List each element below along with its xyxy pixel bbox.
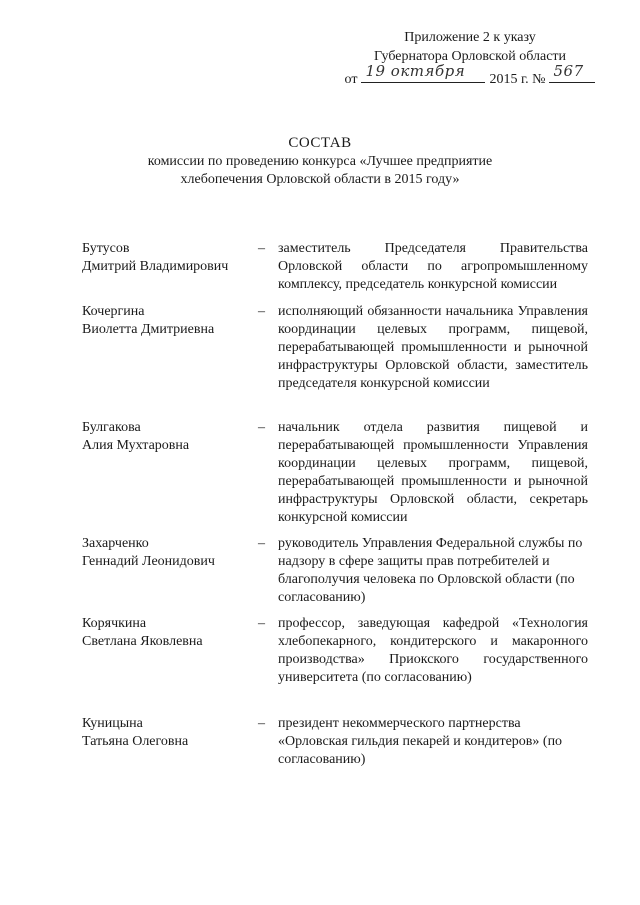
member-surname: Кочергина	[82, 304, 145, 319]
member-name	[82, 615, 252, 651]
year-label: 2015 г. №	[489, 72, 546, 87]
member-role: заместитель Председателя Правительства Орловской области по агропромышленному комплексу, председатель конкурсной комиссии	[278, 241, 588, 292]
member-name	[82, 715, 252, 751]
member-given-names: Виолетта Дмитриевна	[82, 322, 215, 337]
member-role: начальник отдела развития пищевой и перерабатывающей промышленности Управления координации целевых программ, пищевой, перерабатывающей промышленности и рыночной инфраструктуры Орловской области, секретарь конкурсной комиссии	[278, 420, 588, 525]
member-given-names: Дмитрий Владимирович	[82, 259, 229, 274]
appendix-header	[330, 28, 610, 89]
decree-number-field	[549, 62, 595, 83]
member-surname: Булгакова	[82, 420, 141, 435]
member-dash: –	[258, 536, 265, 551]
date-prefix: от	[344, 72, 358, 87]
member-name	[82, 535, 252, 571]
member-role: исполняющий обязанности начальника Управления координации целевых программ, пищевой, перерабатывающей промышленности и рыночной инфраструктуры Орловской области, заместитель председателя конкурсной комиссии	[278, 304, 588, 391]
member-given-names: Светлана Яковлевна	[82, 634, 203, 649]
date-field	[361, 62, 485, 83]
member-given-names: Геннадий Леонидович	[82, 554, 215, 569]
member-surname: Куницына	[82, 716, 143, 731]
title-heading: СОСТАВ	[288, 135, 352, 151]
appendix-line: Приложение 2 к указу	[404, 30, 536, 45]
member-dash: –	[258, 616, 265, 631]
member-role: руководитель Управления Федеральной службы по надзору в сфере защиты прав потребителей и благополучия человека по Орловской области (по согласованию)	[278, 536, 583, 605]
member-given-names: Татьяна Олеговна	[82, 734, 189, 749]
member-dash: –	[258, 304, 265, 319]
member-role: профессор, заведующая кафедрой «Технология хлебопекарного, кондитерского и макаронного производства» Приокского государственного университета (по согласованию)	[278, 616, 588, 685]
document-title	[0, 134, 640, 189]
member-role: президент некоммерческого партнерства «Орловская гильдия пекарей и кондитеров» (по согласованию)	[278, 716, 563, 767]
title-subtitle-line-1: комиссии по проведению конкурса «Лучшее предприятие	[147, 154, 493, 169]
member-name	[82, 303, 252, 339]
decree-date-line	[330, 62, 610, 89]
member-surname: Захарченко	[82, 536, 149, 551]
handwritten-date: 19 октября	[365, 62, 466, 80]
title-subtitle-line-2: хлебопечения Орловской области в 2015 году»	[180, 172, 460, 187]
member-surname: Бутусов	[82, 241, 130, 256]
governor-line: Губернатора Орловской области	[373, 49, 567, 64]
member-surname: Корячкина	[82, 616, 147, 631]
member-given-names: Алия Мухтаровна	[82, 438, 190, 453]
handwritten-number: 567	[553, 62, 584, 80]
member-name	[82, 419, 252, 455]
member-dash: –	[258, 241, 265, 256]
member-dash: –	[258, 420, 265, 435]
member-name	[82, 240, 252, 276]
member-dash: –	[258, 716, 265, 731]
